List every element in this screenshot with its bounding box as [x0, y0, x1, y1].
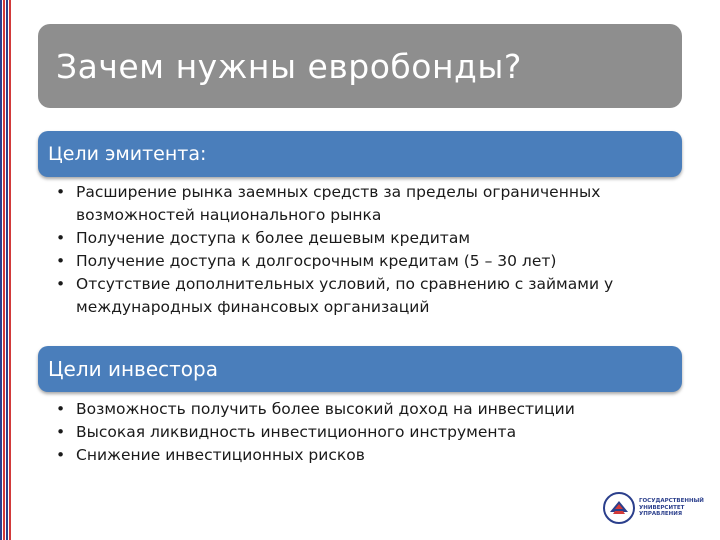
- logo-text-line: ГОСУДАРСТВЕННЫЙ: [639, 498, 704, 505]
- stripe-blue: [6, 0, 8, 540]
- bullet-icon: •: [56, 400, 66, 418]
- bullet-icon: •: [56, 423, 66, 441]
- university-name: [639, 498, 704, 518]
- list-item: [56, 398, 686, 421]
- university-emblem-icon: [603, 492, 635, 524]
- university-logo: [603, 490, 703, 526]
- bullet-icon: •: [56, 229, 66, 247]
- title-banner: [38, 24, 682, 108]
- issuer-goals-header: [38, 131, 682, 177]
- list-item-text: Возможность получить более высокий доход на инвестиции: [76, 400, 575, 418]
- page-title: Зачем нужны евробонды?: [56, 46, 522, 86]
- bullet-icon: •: [56, 275, 66, 293]
- investor-goals-list: [56, 398, 686, 467]
- list-item: [56, 250, 686, 273]
- investor-goals-header: [38, 346, 682, 392]
- decorative-side-stripes: [0, 0, 14, 540]
- issuer-goals-heading: Цели эмитента:: [48, 143, 207, 165]
- issuer-goals-list: [56, 181, 686, 319]
- logo-text-line: УНИВЕРСИТЕТ: [639, 504, 685, 511]
- bullet-icon: •: [56, 183, 66, 201]
- list-item: [56, 227, 686, 250]
- stripe-blue: [0, 0, 2, 540]
- logo-text-line: УПРАВЛЕНИЯ: [639, 511, 683, 518]
- bullet-icon: •: [56, 446, 66, 464]
- list-item: [56, 273, 686, 319]
- stripe-red: [3, 0, 5, 540]
- bullet-icon: •: [56, 252, 66, 270]
- list-item-text: Получение доступа к долгосрочным кредитам (5 – 30 лет): [76, 252, 557, 270]
- list-item: [56, 421, 686, 444]
- list-item-text: Отсутствие дополнительных условий, по сравнению с займами у международных финансовых организаций: [76, 275, 614, 316]
- list-item-text: Расширение рынка заемных средств за пределы ограниченных возможностей национального рынка: [76, 183, 601, 224]
- list-item: [56, 181, 686, 227]
- list-item: [56, 444, 686, 467]
- stripe-red: [9, 0, 11, 540]
- investor-goals-heading: Цели инвестора: [48, 357, 218, 381]
- list-item-text: Высокая ликвидность инвестиционного инструмента: [76, 423, 517, 441]
- list-item-text: Снижение инвестиционных рисков: [76, 446, 365, 464]
- list-item-text: Получение доступа к более дешевым кредитам: [76, 229, 471, 247]
